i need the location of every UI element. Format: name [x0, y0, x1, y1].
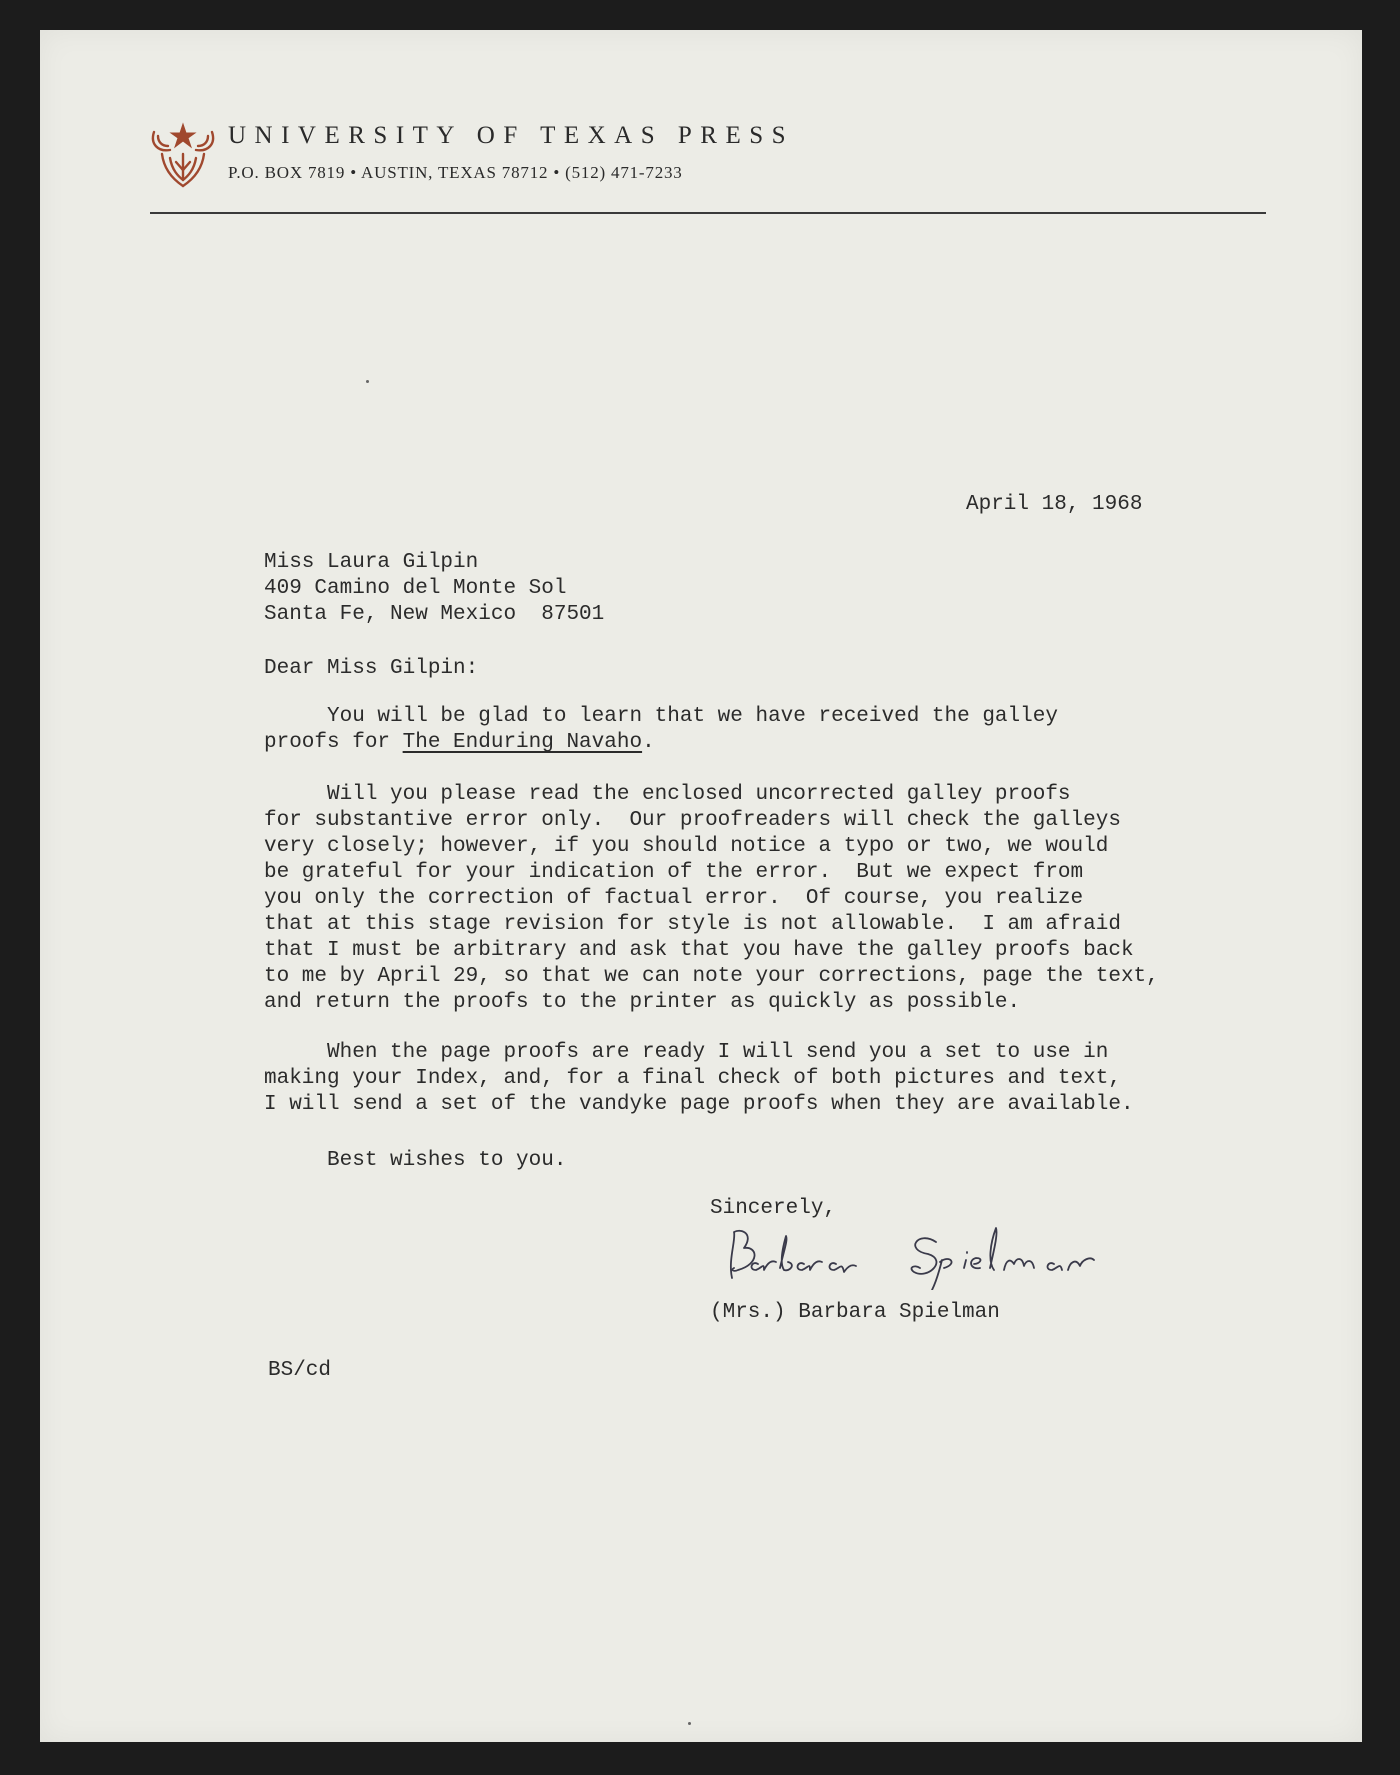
paragraph-line: [264, 730, 1058, 756]
paper-speck: [366, 380, 369, 383]
paragraph-line: When the page proofs are ready I will send you a set to use in: [264, 1041, 1109, 1064]
line-text: proofs for: [264, 731, 403, 754]
recipient-line: Miss Laura Gilpin: [264, 551, 479, 574]
paragraph-line: Will you please read the enclosed uncorrected galley proofs: [264, 783, 1071, 806]
recipient-line: Santa Fe, New Mexico 87501: [264, 603, 605, 626]
paragraph-line: to me by April 29, so that we can note your corrections, page the text,: [264, 965, 1159, 988]
paragraph-line: I will send a set of the vandyke page proofs when they are available.: [264, 1093, 1134, 1116]
paragraph-line: very closely; however, if you should notice a typo or two, we would: [264, 835, 1109, 858]
paragraph-line: making your Index, and, for a final check of both pictures and text,: [264, 1067, 1121, 1090]
salutation: Dear Miss Gilpin:: [264, 657, 479, 680]
recipient-address: [264, 550, 604, 628]
paragraph-4: Best wishes to you.: [264, 1149, 567, 1172]
typist-initials: BS/cd: [268, 1359, 332, 1382]
paragraph-line: and return the proofs to the printer as quickly as possible.: [264, 991, 1021, 1014]
letter-date: April 18, 1968: [966, 493, 1143, 516]
letterhead-divider: [150, 212, 1266, 214]
paragraph-line: you only the correction of factual error. Of course, you realize: [264, 887, 1084, 910]
paragraph-line: for substantive error only. Our proofreaders will check the galleys: [264, 809, 1121, 832]
longhorn-star-seal-icon: [148, 118, 218, 190]
paragraph-1: [264, 704, 1058, 756]
signer-name: (Mrs.) Barbara Spielman: [710, 1301, 1000, 1324]
organization-address: P.O. BOX 7819 • AUSTIN, TEXAS 78712 • (512) 471-7233: [228, 163, 683, 182]
paper-speck: [688, 1722, 691, 1725]
recipient-line: 409 Camino del Monte Sol: [264, 577, 567, 600]
book-title: The Enduring Navaho: [402, 731, 643, 754]
handwritten-signature: [718, 1220, 1138, 1290]
paragraph-2: [264, 782, 1159, 1016]
paragraph-line: You will be glad to learn that we have received the galley: [264, 705, 1058, 728]
paragraph-line: that I must be arbitrary and ask that you have the galley proofs back: [264, 939, 1134, 962]
paragraph-3: [264, 1040, 1134, 1118]
line-text: .: [642, 731, 655, 754]
organization-name: UNIVERSITY OF TEXAS PRESS: [228, 122, 795, 149]
closing: Sincerely,: [710, 1197, 837, 1220]
paragraph-line: be grateful for your indication of the error. But we expect from: [264, 861, 1084, 884]
paragraph-line: that at this stage revision for style is not allowable. I am afraid: [264, 913, 1121, 936]
